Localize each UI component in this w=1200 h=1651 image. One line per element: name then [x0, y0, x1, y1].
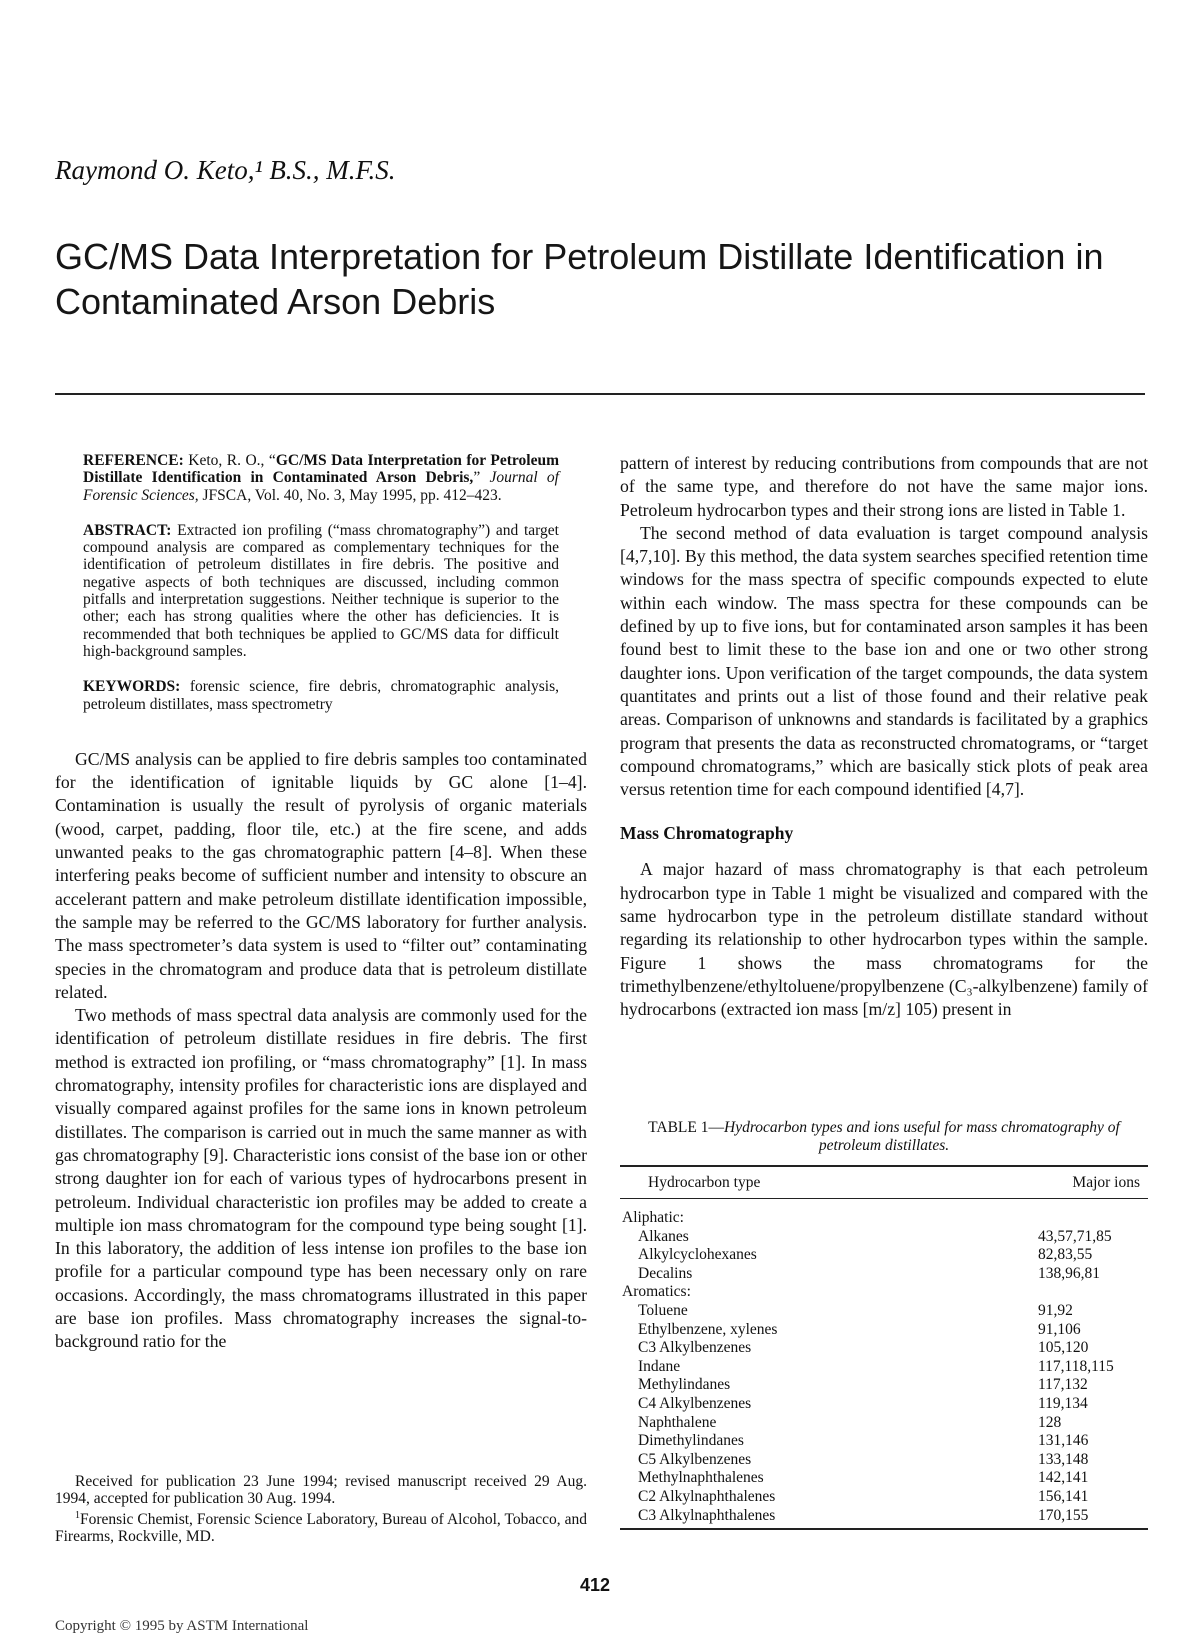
reference-text-a: Keto, R. O., “ [183, 452, 276, 469]
section-heading: Mass Chromatography [620, 823, 794, 844]
reference-label: REFERENCE: [83, 452, 184, 469]
cell-ions: 170,155 [1038, 1506, 1089, 1524]
table-row [620, 1414, 1148, 1433]
cell-type: Alkanes [638, 1227, 689, 1245]
cell-type: Alkylcyclohexanes [638, 1246, 757, 1264]
body-paragraph: A major hazard of mass chromatography is that each petroleum hydrocarbon type in Table 1 might be visualized and compared with the same hydrocarbon type in the petroleum distillate standard without regarding its relationship to other hydrocarbon types within the sample. Figure 1 shows the mass chromatograms for the trimethylbenzene/ethyltoluene/propylbenzene (C₃-alkylbenzene) family of hydrocarbons (extracted ion mass [m/z] 105) present in [620, 859, 1148, 1020]
keywords-text: forensic science, fire debris, chromatographic analysis, petroleum distillates, mass spectrometry [83, 678, 559, 713]
table-1 [620, 1119, 1148, 1530]
cell-type: Aliphatic: [622, 1209, 684, 1226]
body-paragraph: The second method of data evaluation is target compound analysis [4,7,10]. By this method, the data system searches specified retention time windows for the mass spectra of specific compounds expected to elute within each window. The mass spectra for these compounds can be defined by up to five ions, but for contaminated arson samples it has been found best to limit these to the base ion and one or two other strong daughter ions. Upon verification of the target compounds, the data system quantitates and prints out a list of those found and their relative peak areas. Comparison of unknowns and standards is facilitated by a graphics program that presents the data as reconstructed chromatograms, or “target compound chromatograms,” which are basically stick plots of peak area versus retention time for each compound identified [4,7]. [620, 522, 1148, 800]
table-row [620, 1246, 1148, 1265]
header-hydrocarbon-type: Hydrocarbon type [620, 1166, 1038, 1199]
cell-ions: 91,106 [1038, 1320, 1081, 1338]
cell-type: Methylnaphthalenes [638, 1469, 764, 1487]
left-column [55, 452, 587, 1354]
body-paragraph: Two methods of mass spectral data analysis are commonly used for the identification of petroleum distillate residues in fire debris. The first method is extracted ion profiling, or “mass chromatography” [1]. In mass chromatography, intensity profiles for characteristic ions are displayed and visually compared against profiles for the same ions in known petroleum distillates. The comparison is carried out in much the same manner as with gas chromatography [9]. Characteristic ions consist of the base ion or other strong daughter ion for each of various types of hydrocarbons present in petroleum. Individual characteristic ion profiles may be added to create a multiple ion mass chromatogram for the compound type being sought [1]. In this laboratory, the addition of less intense ion profiles to the base ion profile for a particular compound type has been necessary only on rare occasions. Accordingly, the mass chromatograms illustrated in this paper are base ion profiles. Mass chromatography increases the signal-to-background ratio for the [55, 1005, 587, 1352]
cell-type: Dimethylindanes [638, 1432, 744, 1450]
table-row [620, 1395, 1148, 1414]
cell-type: Decalins [638, 1264, 693, 1282]
cell-type: C2 Alkylnaphthalenes [638, 1487, 776, 1505]
abstract-text: Extracted ion profiling (“mass chromatography”) and target compound analysis are compared as complementary techniques for the identification of petroleum distillates in fire debris. The positive and negative aspects of both techniques are discussed, including common pitfalls and interpretation suggestions. Neither technique is superior to the other; each has strong qualities where the other has deficiencies. It is recommended that both techniques be applied to GC/MS data for difficult high-background samples. [83, 521, 559, 660]
cell-type: Indane [638, 1357, 681, 1375]
cell-type: Methylindanes [638, 1376, 731, 1394]
reference-block [83, 452, 559, 504]
body-paragraph: GC/MS analysis can be applied to fire debris samples too contaminated for the identification of ignitable liquids by GC alone [1–4]. Contamination is usually the result of pyrolysis of organic materials (wood, carpet, padding, floor tile, etc.) at the fire scene, and adds unwanted peaks to the gas chromatographic pattern [4–8]. When these interfering peaks become of sufficient number and intensity to obscure an accelerant pattern and make petroleum distillate identification impossible, the sample may be referred to the GC/MS laboratory for further analysis. The mass spectrometer’s data system is used to “filter out” contaminating species in the chromatogram and produce data that is petroleum distillate related. [55, 748, 587, 1002]
cell-ions: 138,96,81 [1038, 1264, 1100, 1282]
copyright-notice: Copyright © 1995 by ASTM International [55, 1618, 309, 1634]
cell-ions: 156,141 [1038, 1487, 1089, 1505]
cell-ions: 91,92 [1038, 1301, 1073, 1319]
table-row [620, 1199, 1148, 1228]
received-note: Received for publication 23 June 1994; revised manuscript received 29 Aug. 1994, accepted for publication 30 Aug. 1994. [55, 1473, 587, 1507]
cell-ions: 131,146 [1038, 1432, 1089, 1450]
cell-ions: 43,57,71,85 [1038, 1227, 1112, 1245]
cell-ions: 142,141 [1038, 1469, 1089, 1487]
table-caption-prefix: TABLE 1— [648, 1119, 724, 1136]
hydrocarbon-table [620, 1165, 1148, 1530]
table-row [620, 1507, 1148, 1530]
cell-ions [1038, 1199, 1148, 1228]
table-row [620, 1432, 1148, 1451]
cell-type: Naphthalene [638, 1413, 717, 1431]
abstract-block [83, 522, 559, 660]
keywords-label: KEYWORDS: [83, 678, 181, 696]
cell-type: Toluene [638, 1301, 688, 1319]
cell-ions: 133,148 [1038, 1450, 1089, 1468]
affiliation-text: Forensic Chemist, Forensic Science Laboratory, Bureau of Alcohol, Tobacco, and Firearms, Rockville, MD. [55, 1511, 587, 1546]
right-column [620, 452, 1148, 1022]
cell-type: C3 Alkylbenzenes [638, 1339, 752, 1357]
affiliation-note [55, 1507, 587, 1545]
header-major-ions: Major ions [1038, 1166, 1148, 1199]
table-header-row [620, 1166, 1148, 1199]
table-row [620, 1451, 1148, 1470]
cell-ions [1038, 1283, 1148, 1302]
abstract-label: ABSTRACT: [83, 521, 172, 539]
table-row [620, 1358, 1148, 1377]
cell-type: C3 Alkylnaphthalenes [638, 1506, 776, 1524]
table-caption [620, 1119, 1148, 1155]
table-row [620, 1488, 1148, 1507]
table-row [620, 1265, 1148, 1284]
table-row [620, 1339, 1148, 1358]
cell-ions: 119,134 [1038, 1394, 1088, 1412]
keywords-block [83, 678, 559, 713]
cell-type: C5 Alkylbenzenes [638, 1450, 752, 1468]
reference-journal: Journal of Forensic Sciences, [83, 469, 559, 504]
reference-text-c: JFSCA, Vol. 40, No. 3, May 1995, pp. 412–423. [198, 486, 502, 504]
table-row [620, 1469, 1148, 1488]
cell-type: C4 Alkylbenzenes [638, 1394, 752, 1412]
cell-ions: 117,132 [1038, 1376, 1088, 1394]
title-rule [55, 393, 1145, 395]
paper-title: GC/MS Data Interpretation for Petroleum Distillate Identification in Contaminated Arson Debris [55, 236, 1104, 322]
table-caption-text: Hydrocarbon types and ions useful for mass chromatography of petroleum distillates. [724, 1119, 1120, 1154]
table-row [620, 1321, 1148, 1340]
table-row [620, 1302, 1148, 1321]
table-row [620, 1283, 1148, 1302]
cell-type: Aromatics: [622, 1283, 691, 1301]
spacer [55, 731, 587, 748]
cell-ions: 105,120 [1038, 1339, 1089, 1357]
cell-type: Ethylbenzene, xylenes [638, 1320, 778, 1338]
reference-title: GC/MS Data Interpretation for Petroleum Distillate Identification in Contaminated Arson Debris, [83, 452, 559, 487]
cell-ions: 128 [1038, 1413, 1062, 1431]
body-paragraph: pattern of interest by reducing contributions from compounds that are not of the same type, and therefore do not have the same major ions. Petroleum hydrocarbon types and their strong ions are listed in Table 1. [620, 453, 1148, 520]
table-row [620, 1376, 1148, 1395]
author-line: Raymond O. Keto,¹ B.S., M.F.S. [55, 155, 396, 185]
footnote-marker: 1 [75, 1510, 80, 1521]
page-number: 412 [580, 1575, 611, 1595]
cell-ions: 117,118,115 [1038, 1357, 1114, 1375]
reference-text-b: ” [473, 469, 490, 487]
cell-ions: 82,83,55 [1038, 1246, 1093, 1264]
table-row [620, 1228, 1148, 1247]
footnotes [55, 1473, 587, 1545]
